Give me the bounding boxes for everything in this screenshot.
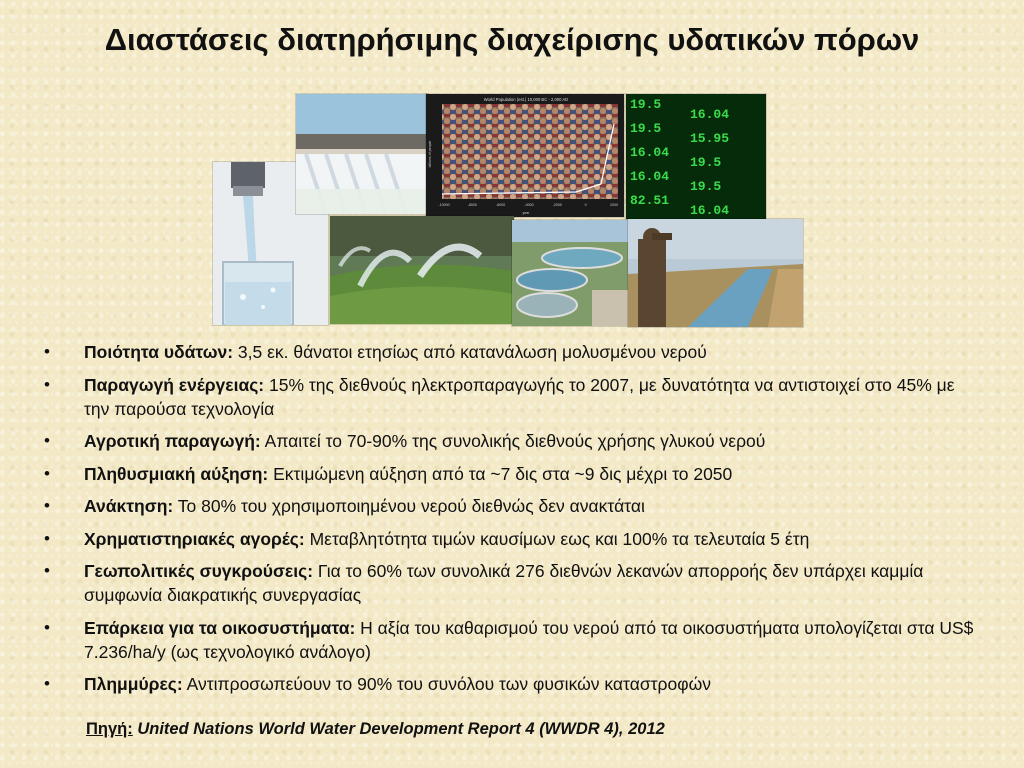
ticker-value: 16.04: [630, 145, 670, 160]
slide-title: Διαστάσεις διατηρήσιμης διαχείρισης υδατικών πόρων: [104, 22, 920, 57]
bullet-term: Ανάκτηση:: [84, 496, 174, 516]
ticker-value: 82.51: [630, 193, 670, 208]
bullet-item: [44, 340, 974, 364]
crowd-chart-xtick: -10000: [438, 203, 450, 207]
ticker-value: 16.04: [690, 107, 730, 122]
bullet-item: [44, 429, 974, 453]
canal-statue-photo: [628, 219, 803, 327]
bullet-item: [44, 373, 974, 421]
bullet-item: [44, 616, 974, 664]
bullet-text: Η αξία του καθαρισμού του νερού από τα οικοσυστήματα υπολογίζεται στα US$ 7.236/ha/y (ως τεχνολογικό ανάλογο): [84, 617, 974, 662]
ticker-value: 19.5: [630, 97, 662, 112]
bullet-term: Γεωπολιτικές συγκρούσεις:: [84, 561, 314, 581]
bullet-dot-icon: •: [44, 528, 50, 548]
ticker-value: 19.5: [630, 121, 662, 136]
bullet-item: [44, 672, 974, 696]
bullet-text: Το 80% του χρησιμοποιημένου νερού διεθνώς δεν ανακτάται: [173, 496, 645, 516]
bullet-text: 15% της διεθνούς ηλεκτροπαραγωγής το 2007, με δυνατότητα να αντιστοιχεί στο 45% με την παρούσα τεχνολογία: [84, 374, 955, 419]
ticker-value: 16.04: [690, 203, 730, 218]
bullet-text: Απαιτεί το 70-90% της συνολικής διεθνούς χρήσης γλυκού νερού: [260, 431, 766, 451]
ticker-value: 19.5: [690, 179, 722, 194]
ticker-value: 15.95: [690, 131, 730, 146]
bullet-dot-icon: •: [44, 496, 50, 515]
ticker-value: 16.04: [630, 169, 670, 184]
bullet-dot-icon: •: [44, 561, 50, 580]
bullet-term: Αγροτική παραγωγή:: [84, 431, 261, 451]
population-crowd-photo: [426, 94, 624, 217]
bullet-term: Πληθυσμιακή αύξηση:: [84, 463, 269, 484]
bullet-term: Παραγωγή ενέργειας:: [84, 374, 265, 395]
bullet-text: Μεταβλητότητα τιμών καυσίμων εως και 100% τα τελευταία 5 έτη: [304, 528, 810, 549]
treatment-plant-photo: [512, 220, 630, 326]
bullet-dot-icon: •: [44, 342, 50, 361]
bullet-text: Αντιπροσωπεύουν το 90% του συνόλου των φυσικών καταστροφών: [182, 674, 711, 694]
source-label: Πηγή:: [86, 720, 133, 738]
bullet-term: Επάρκεια για τα οικοσυστήματα:: [84, 617, 356, 638]
bullet-item: [44, 559, 974, 607]
source-reference: United Nations World Water Development Report 4 (WWDR 4), 2012: [132, 720, 665, 738]
bullet-text: 3,5 εκ. θάνατοι ετησίως από κατανάλωση μολυσμένου νερού: [233, 342, 707, 362]
bullet-dot-icon: •: [44, 674, 50, 693]
crowd-chart-caption: World Population (est.) 10,000 BC - 2,000 AD: [483, 97, 569, 102]
ticker-value: 19.5: [690, 155, 722, 170]
crowd-chart-xlabel: year: [522, 211, 530, 215]
bullet-dot-icon: •: [44, 431, 50, 450]
bullet-dot-icon: •: [44, 617, 50, 637]
stock-ticker-photo: [626, 94, 766, 219]
crowd-chart-xtick: -8000: [467, 203, 477, 207]
bullet-text: Για το 60% των συνολικά 276 διεθνών λεκανών απορροής δεν υπάρχει καμμία συμφωνία διακρατικής συνεργασίας: [84, 561, 924, 605]
bullet-item: [44, 462, 974, 486]
crowd-chart-ylabel: billions of people: [428, 140, 432, 168]
bullet-list: [44, 340, 974, 705]
crowd-chart-xtick: -4000: [524, 203, 534, 207]
bullet-text: Εκτιμώμενη αύξηση από τα ~7 δις στα ~9 δις μέχρι το 2050: [268, 463, 733, 484]
bullet-dot-icon: •: [44, 463, 50, 483]
bullet-term: Ποιότητα υδάτων:: [84, 342, 234, 362]
bullet-item: [44, 527, 974, 551]
bullet-item: [44, 494, 974, 518]
crowd-chart-xtick: 0: [584, 203, 587, 207]
bullet-term: Χρηματιστηριακές αγορές:: [84, 528, 305, 549]
irrigation-photo: [330, 216, 514, 324]
dam-spillway-photo: [296, 94, 428, 214]
crowd-chart-xtick: -6000: [496, 203, 506, 207]
crowd-chart-xtick: -2000: [552, 203, 562, 207]
bullet-dot-icon: •: [44, 374, 50, 394]
bullet-term: Πλημμύρες:: [84, 674, 183, 694]
crowd-chart-xtick: 2000: [610, 203, 618, 207]
source-citation: [86, 720, 665, 739]
